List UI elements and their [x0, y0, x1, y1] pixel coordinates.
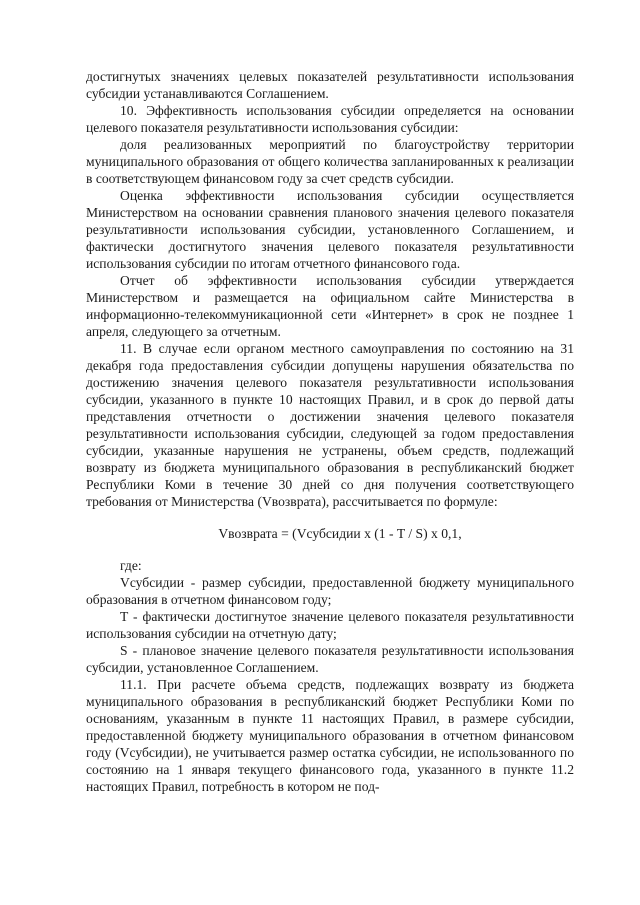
paragraph-continuation: достигнутых значениях целевых показателей результативности использования субсидии устанавливаются Соглашением. [86, 69, 574, 101]
definition-t: T - фактически достигнутое значение целевого показателя результативности использования субсидии на отчетную дату; [86, 609, 574, 641]
paragraph-11-1: 11.1. При расчете объема средств, подлежащих возврату из бюджета муниципального образования в республиканский бюджет Республики Коми по основаниям, указанным в пункте 11 настоящих Правил, в размере субсидии, предоставленной бюджету муниципального образования в отчетном финансовом году (Vсубсидии), не учитывается размер остатка субсидии, не использованного по состоянию на 1 января текущего финансового года, указанного в пункте 11.2 настоящих Правил, потребность в котором не под- [86, 677, 574, 794]
paragraph-10: 10. Эффективность использования субсидии определяется на основании целевого показателя результативности использования субсидии: [86, 103, 574, 135]
paragraph-evaluation: Оценка эффективности использования субсидии осуществляется Министерством на основании сравнения планового значения целевого показателя результативности использования субсидии, установленного Соглашением, и фактически достигнутого значения целевого показателя результативности использования субсидии по итогам отчетного финансового года. [86, 188, 574, 271]
paragraph-11: 11. В случае если органом местного самоуправления по состоянию на 31 декабря года предоставления субсидии допущены нарушения обязательства по достижению значения целевого показателя результативности использования субсидии, указанного в пункте 10 настоящих Правил, и в срок до первой даты представления отчетности о достижении значения целевого показателя результативности использования субсидии, следующей за годом предоставления субсидии, указанные нарушения не устранены, объем средств, подлежащий возврату из бюджета муниципального образования в республиканский бюджет Республики Коми в течение 30 дней со дня получения соответствующего требования от Министерства (Vвозврата), рассчитывается по формуле: [86, 341, 574, 509]
refund-formula: Vвозврата = (Vсубсидии х (1 - T / S) х 0,1, [218, 526, 462, 541]
paragraph-indicator: доля реализованных мероприятий по благоустройству территории муниципального образования от общего количества запланированных к реализации в соответствующем финансовом году за счет средств субсидии. [86, 137, 574, 186]
definition-s: S - плановое значение целевого показателя результативности использования субсидии, установленное Соглашением. [86, 643, 574, 675]
paragraph-report: Отчет об эффективности использования субсидии утверждается Министерством и размещается на официальном сайте Министерства в информационно-телекоммуникационной сети «Интернет» в срок не позднее 1 апреля, следующего за отчетным. [86, 273, 574, 339]
where-label: где: [120, 558, 142, 573]
definition-vsubsidii: Vсубсидии - размер субсидии, предоставленной бюджету муниципального образования в отчетном финансовом году; [86, 575, 574, 607]
